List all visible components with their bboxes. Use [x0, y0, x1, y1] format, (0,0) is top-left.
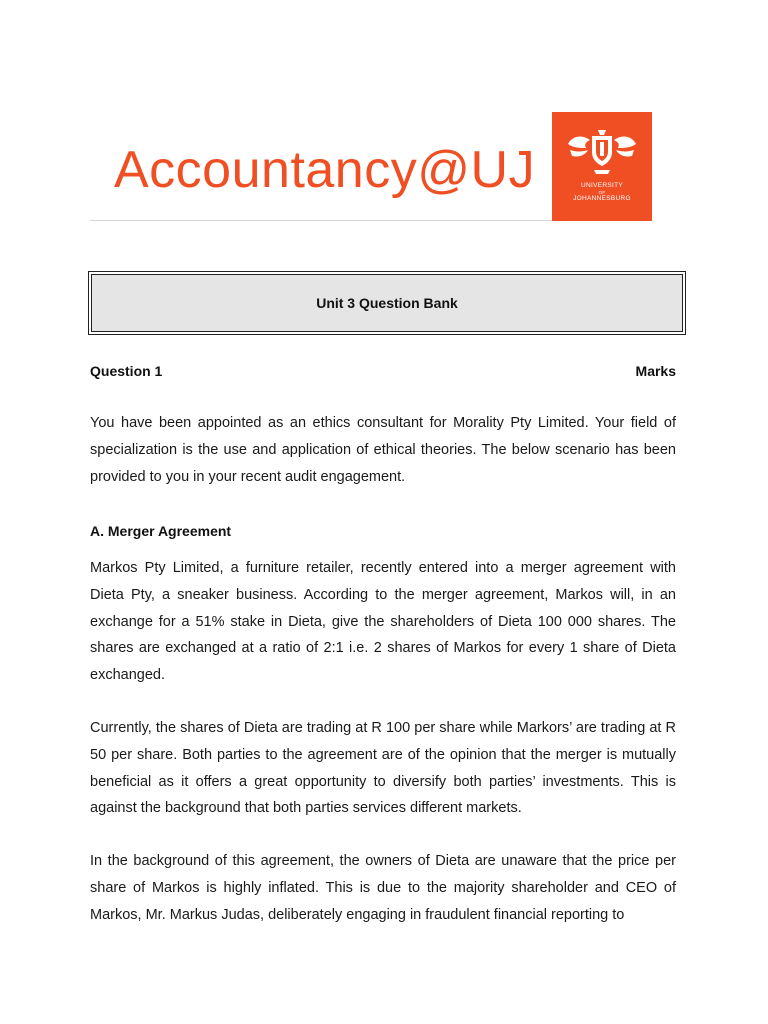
title-box: [88, 271, 686, 335]
logo-text: [552, 182, 652, 203]
section-heading: A. Merger Agreement: [90, 523, 232, 539]
paragraph-merger-details: Markos Pty Limited, a furniture retailer, recently entered into a merger agreement with Dieta Pty, a sneaker business. According to the merger agreement, Markos will, in an exchange for a 51% stake in Dieta, give the shareholders of Dieta 100 000 shares. The shares are exchanged at a ratio of 2:1 i.e. 2 shares of Markos for every 1 share of Dieta exchanged.: [90, 560, 676, 684]
paragraph-share-prices: Currently, the shares of Dieta are trading at R 100 per share while Markors’ are trading at R 50 per share. Both parties to the agreement are of the opinion that the merger is mutually beneficial as it offers a great opportunity to diversify both parties’ investments. This is against the background that both parties services different markets.: [90, 720, 676, 817]
question-header: [90, 362, 676, 380]
marks-label: Marks: [635, 363, 676, 379]
crest-icon: [564, 126, 640, 180]
intro-paragraph: You have been appointed as an ethics consultant for Morality Pty Limited. Your field of specialization is the use and application of ethical theories. The below scenario has been provided to you in your recent audit engagement.: [90, 415, 676, 485]
paragraph-background: In the background of this agreement, the owners of Dieta are unaware that the price per share of Markos is highly inflated. This is due to the majority shareholder and CEO of Markos, Mr. Markus Judas, deliberately engaging in fraudulent financial reporting to: [90, 853, 676, 923]
unit-title: Unit 3 Question Bank: [91, 274, 683, 332]
logo-line-university: UNIVERSITY: [580, 182, 623, 189]
logo-line-of: OF: [598, 190, 606, 195]
header-divider: [90, 220, 552, 221]
university-logo: [552, 112, 652, 221]
question-label: Question 1: [90, 363, 163, 379]
logo-line-johannesburg: JOHANNESBURG: [573, 195, 631, 202]
brand-title: Accountancy@UJ: [114, 141, 536, 199]
